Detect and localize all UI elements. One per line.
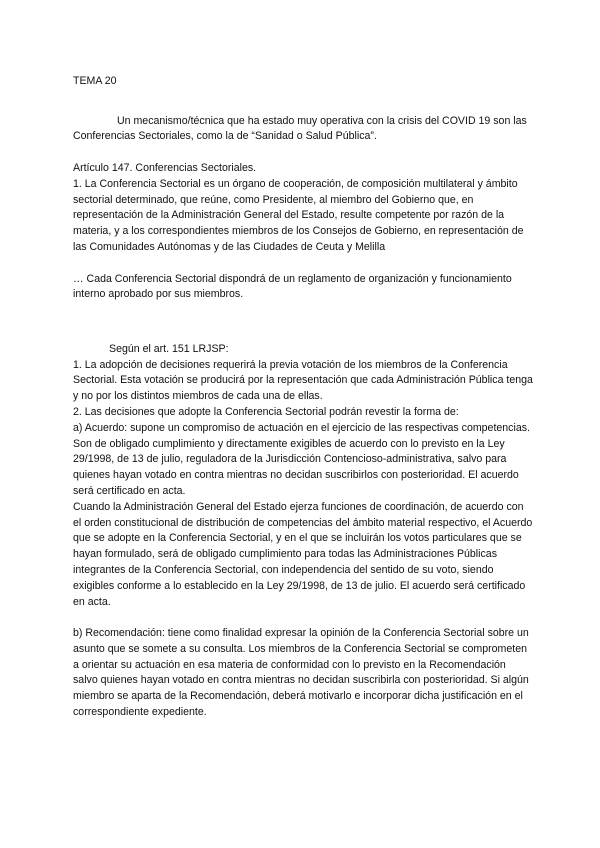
coordinacion-paragraph: Cuando la Administración General del Estado ejerza funciones de coordinación, de acuerdo con el orden constitucional de distribución de competencias del ámbito material respectivo, el Acuerdo que se adopte en la Conferencia Sectorial, y en el que se incluirán los votos particulares que se hayan formulado, será de obligado cumplimiento para todas las Administraciones Públicas integrantes de la Conferencia Sectorial, con independencia del sentido de su voto, siendo exigibles conforme a lo establecido en la Ley 29/1998, de 13 de julio. El acuerdo será certificado en acta. <box>73 500 533 608</box>
lrjsp-point-1: 1. La adopción de decisiones requerirá la previa votación de los miembros de la Conferencia Sectorial. Esta votación se producirá por la representación que cada Administración Pública tenga y no por los distintos miembros de cada una de ellas. <box>73 358 533 403</box>
acuerdo-paragraph: a) Acuerdo: supone un compromiso de actuación en el ejercicio de las respectivas competencias. Son de obligado cumplimiento y directamente exigibles de acuerdo con lo previsto en la Ley 29/1998, de 13 de julio, reguladora de la Jurisdicción Contencioso-administrativa, salvo para quienes hayan votado en contra mientras no decidan suscribirlos con posterioridad. El acuerdo será certificado en acta. <box>73 421 530 497</box>
lrjsp-point-2: 2. Las decisiones que adopte la Conferencia Sectorial podrán revestir la forma de: <box>73 405 459 418</box>
intro-paragraph: Un mecanismo/técnica que ha estado muy operativa con la crisis del COVID 19 son las Conferencias Sectoriales, como la de “Sanidad o Salud Pública”. <box>73 114 527 143</box>
page-title: TEMA 20 <box>73 75 117 87</box>
article-heading: Artículo 147. Conferencias Sectoriales. <box>73 161 257 174</box>
lrjsp-heading: Según el art. 151 LRJSP: <box>109 342 229 355</box>
recomendacion-paragraph: b) Recomendación: tiene como finalidad expresar la opinión de la Conferencia Sectorial sobre un asunto que se somete a su consulta. Los miembros de la Conferencia Sectorial se comprometen a orientar su actuación en esa materia de conformidad con lo previsto en la Recomendación salvo quienes hayan votado en contra mientras no decidan suscribirla con posterioridad. Si algún miembro se aparta de la Recomendación, deberá motivarlo e incorporar dicha justificación en el correspondiente expediente. <box>73 627 529 719</box>
article-point-1: 1. La Conferencia Sectorial es un órgano de cooperación, de composición multilateral y ámbito sectorial determinado, que reúne, como Presidente, al miembro del Gobierno que, en representación de la Administración General del Estado, resulte competente por razón de la materia, y a los correspondientes miembros de los Consejos de Gobierno, en representación de las Comunidades Autónomas y de las Ciudades de Ceuta y Melilla <box>73 177 524 253</box>
document-body <box>73 74 533 721</box>
article-continuation: … Cada Conferencia Sectorial dispondrá de un reglamento de organización y funcionamiento interno aprobado por sus miembros. <box>73 272 512 301</box>
